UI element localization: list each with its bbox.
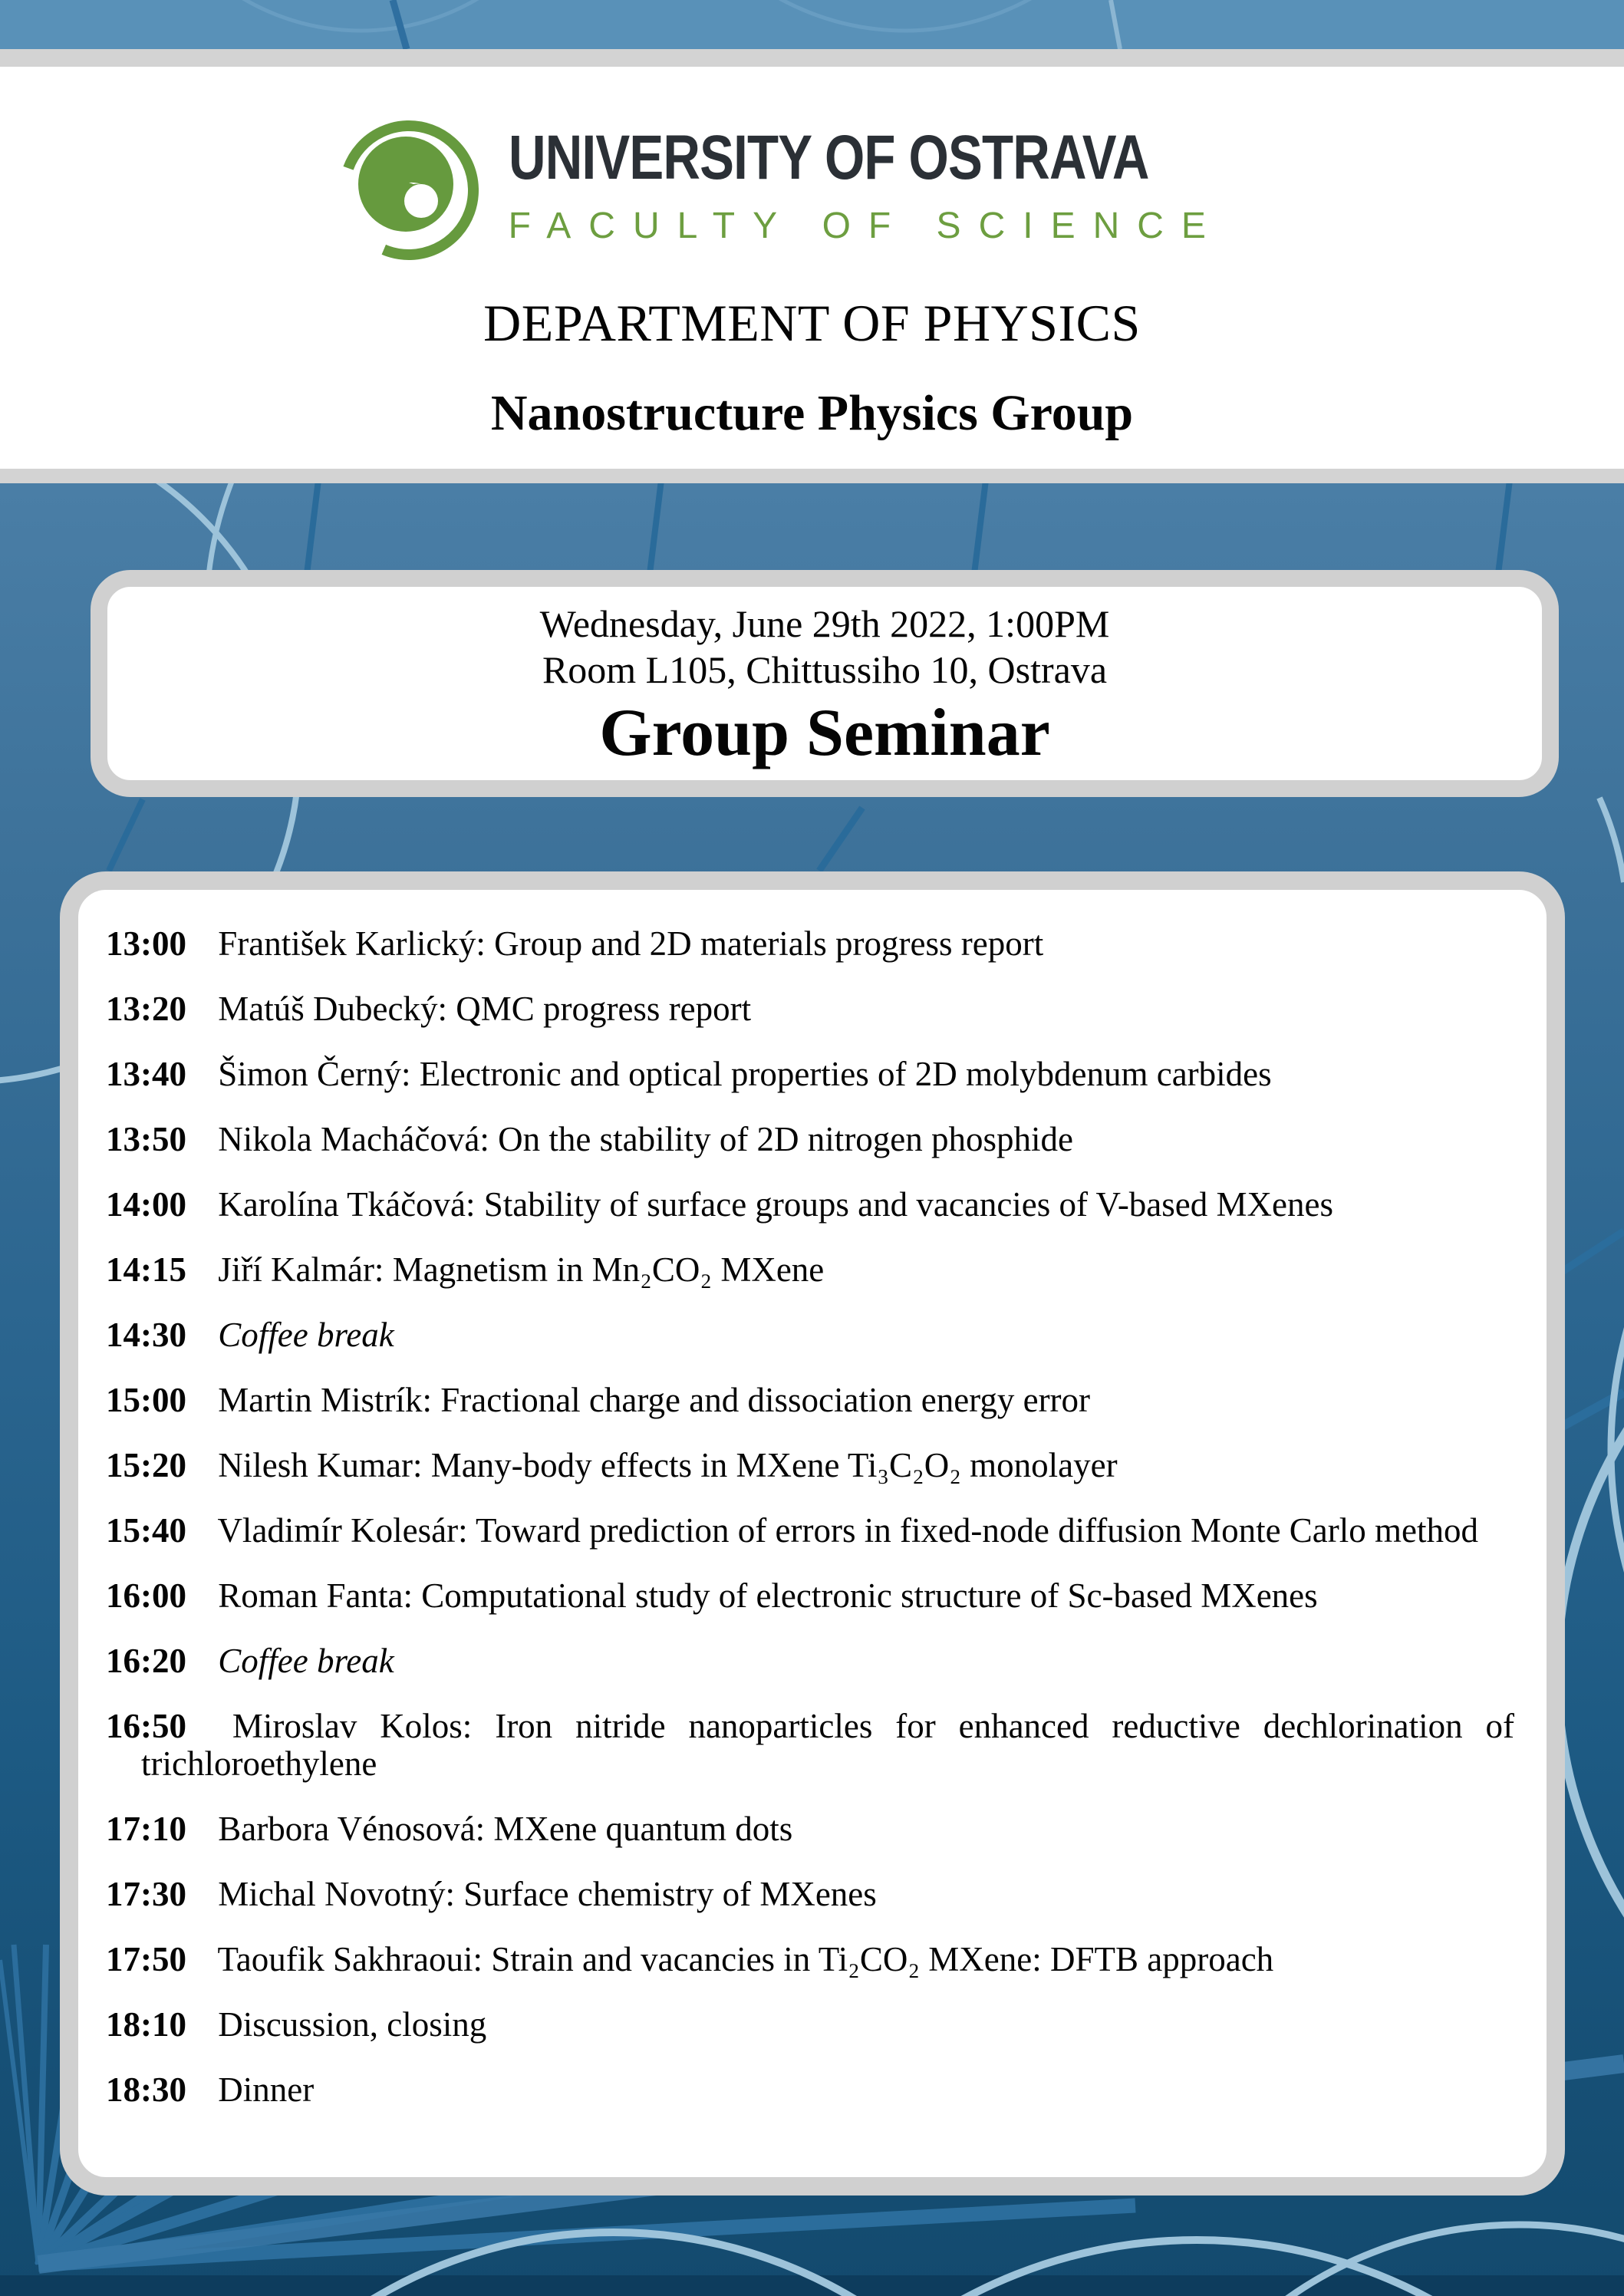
divider-gray-bottom <box>0 469 1624 483</box>
schedule-item <box>106 1251 1514 1289</box>
divider-gray-top <box>0 49 1624 67</box>
schedule-item <box>106 1316 1514 1354</box>
item-time: 15:40 <box>106 1511 186 1550</box>
item-time: 15:20 <box>106 1446 186 1484</box>
item-title: Discussion, closing <box>218 2005 487 2044</box>
university-logo <box>335 107 1290 261</box>
item-time: 14:15 <box>106 1250 186 1289</box>
item-title: Karolína Tkáčová: Stability of surface groups and vacancies of V-based MXenes <box>218 1185 1333 1224</box>
event-location: Room L105, Chittussiho 10, Ostrava <box>542 648 1108 691</box>
item-title: Taoufik Sakhraoui: Strain and vacancies in Ti₂CO₂ MXene: DFTB approach <box>217 1940 1274 1978</box>
item-title: Jiří Kalmár: Magnetism in Mn₂CO₂ MXene <box>218 1250 825 1289</box>
logo-swirl-icon <box>335 107 489 261</box>
event-datetime: Wednesday, June 29th 2022, 1:00PM <box>539 602 1110 645</box>
item-time: 13:20 <box>106 990 186 1028</box>
item-title: Coffee break <box>218 1316 394 1354</box>
department-title: DEPARTMENT OF PHYSICS <box>483 294 1141 352</box>
item-title: Nilesh Kumar: Many-body effects in MXene Ti₃C₂O₂ monolayer <box>218 1446 1118 1484</box>
schedule-item <box>106 990 1514 1028</box>
item-title: Coffee break <box>218 1642 394 1680</box>
schedule-item <box>106 1810 1514 1848</box>
item-title: Roman Fanta: Computational study of electronic structure of Sc-based MXenes <box>218 1576 1318 1615</box>
item-title: Miroslav Kolos: Iron nitride nanoparticles for enhanced reductive dechlorination of trichloroethylene <box>141 1707 1515 1783</box>
item-title: Dinner <box>218 2070 315 2109</box>
logo-faculty-name: FACULTY OF SCIENCE <box>508 205 1224 246</box>
schedule-item <box>106 1876 1514 1913</box>
schedule-item <box>106 1577 1514 1615</box>
header <box>0 67 1624 469</box>
item-time: 17:50 <box>106 1940 186 1978</box>
logo-text-block <box>509 122 1290 247</box>
event-title: Group Seminar <box>599 696 1050 770</box>
item-time: 16:50 <box>106 1707 186 1745</box>
item-title: Šimon Černý: Electronic and optical properties of 2D molybdenum carbides <box>218 1055 1272 1093</box>
schedule-item <box>106 2071 1514 2109</box>
item-time: 18:30 <box>106 2070 186 2109</box>
item-title: Martin Mistrík: Fractional charge and dissociation energy error <box>218 1381 1091 1419</box>
item-time: 14:30 <box>106 1316 186 1354</box>
schedule-item <box>106 1121 1514 1158</box>
schedule-item <box>106 1186 1514 1224</box>
schedule-item <box>106 1708 1514 1783</box>
item-time: 13:00 <box>106 924 186 963</box>
item-time: 14:00 <box>106 1185 186 1224</box>
item-title: Matúš Dubecký: QMC progress report <box>218 990 752 1028</box>
item-time: 18:10 <box>106 2005 186 2044</box>
top-band-decoration <box>0 0 1624 49</box>
schedule-item <box>106 1447 1514 1484</box>
top-band <box>0 0 1624 49</box>
item-time: 17:10 <box>106 1810 186 1848</box>
item-time: 13:40 <box>106 1055 186 1093</box>
item-title: Nikola Macháčová: On the stability of 2D nitrogen phosphide <box>218 1120 1074 1158</box>
schedule-item <box>106 1056 1514 1093</box>
event-card <box>91 570 1559 797</box>
schedule-item <box>106 2006 1514 2044</box>
item-time: 15:00 <box>106 1381 186 1419</box>
schedule-item <box>106 1512 1514 1550</box>
item-time: 16:00 <box>106 1576 186 1615</box>
schedule-card <box>60 871 1565 2196</box>
item-title: Barbora Vénosová: MXene quantum dots <box>218 1810 793 1848</box>
group-title: Nanostructure Physics Group <box>490 385 1134 441</box>
item-title: František Karlický: Group and 2D materials progress report <box>218 924 1044 963</box>
item-title: Vladimír Kolesár: Toward prediction of errors in fixed-node diffusion Monte Carlo method <box>217 1511 1478 1550</box>
logo-university-name: UNIVERSITY OF OSTRAVA <box>508 122 1149 193</box>
item-time: 16:20 <box>106 1642 186 1680</box>
item-title: Michal Novotný: Surface chemistry of MXenes <box>218 1875 877 1913</box>
schedule-item <box>106 1941 1514 1978</box>
schedule-item <box>106 1382 1514 1419</box>
item-time: 13:50 <box>106 1120 186 1158</box>
schedule-item <box>106 925 1514 963</box>
schedule-item <box>106 1642 1514 1680</box>
schedule-list <box>106 925 1514 2109</box>
item-time: 17:30 <box>106 1875 186 1913</box>
